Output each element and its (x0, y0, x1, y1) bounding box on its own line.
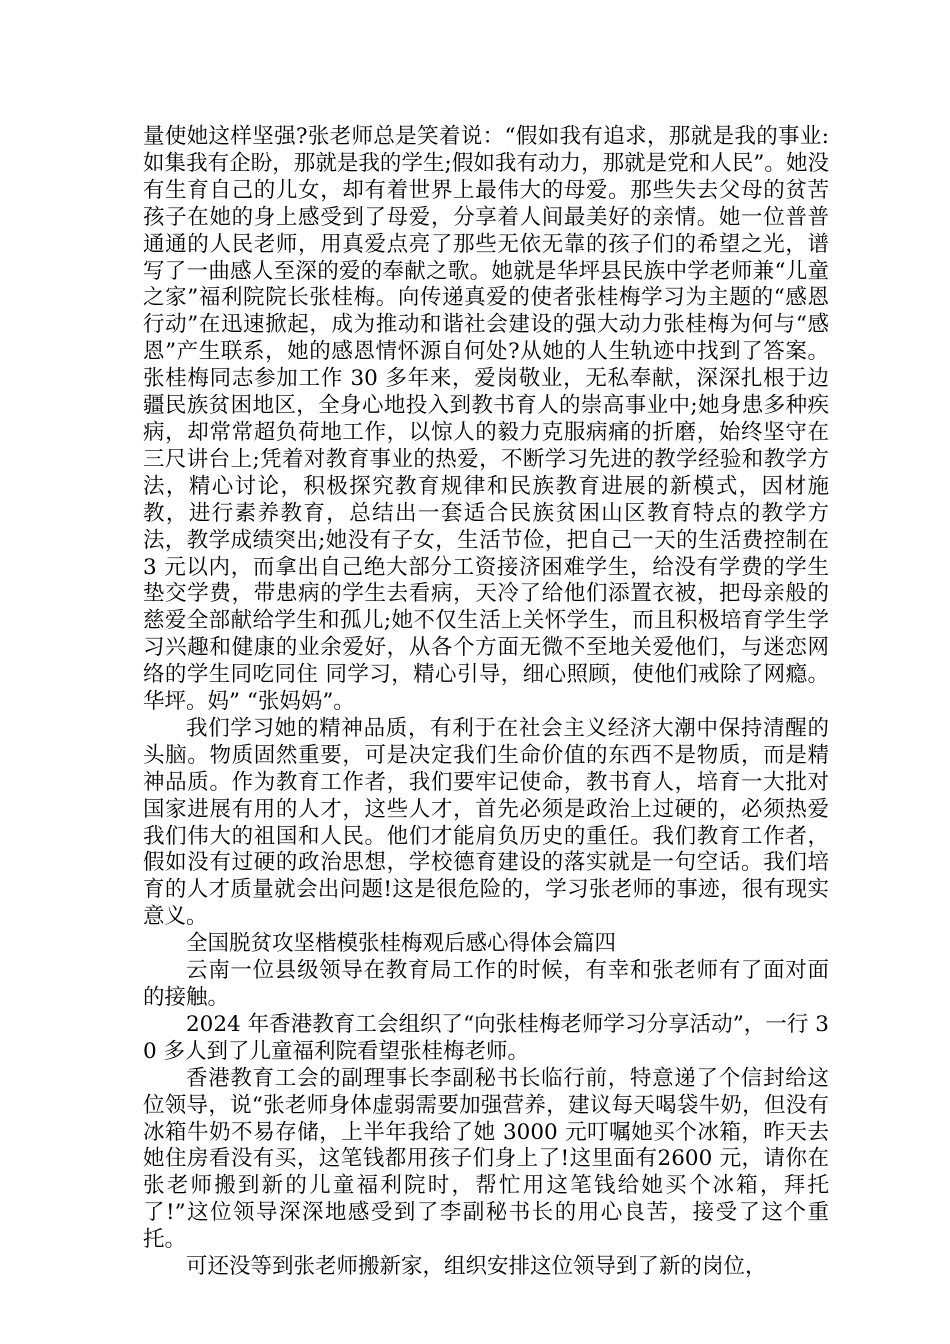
paragraph-leader-intro: 云南一位县级领导在教育局工作的时候，有幸和张老师有了面对面的接触。 (143, 958, 829, 1010)
document-body (143, 124, 829, 1281)
section-heading: 全国脱贫攻坚楷模张桂梅观后感心得体会篇四 (186, 931, 617, 957)
paragraph-continuation: 量使她这样坚强?张老师总是笑着说：“假如我有追求，那就是我的事业:如集我有企盼，那就是我的学生;假如我有动力，那就是党和人民”。她没有生育自己的儿女，却有着世界上最伟大的母爱。那些失去父母的贫苦孩子在她的身上感受到了母爱，分享着人间最美好的亲情。她一位普普通通的人民老师，用真爱点亮了那些无依无靠的孩子们的希望之光，谱写了一曲感人至深的爱的奉献之歌。她就是华坪县民族中学老师兼“儿童之家”福利院院长张桂梅。向传递真爱的使者张桂梅学习为主题的“感恩行动”在迅速掀起，成为推动和谐社会建设的强大动力张桂梅为何与“感恩”产生联系，她的感恩情怀源自何处?从她的人生轨迹中找到了答案。张桂梅同志参加工作 30 多年来，爱岗敬业，无私奉献，深深扎根于边疆民族贫困地区，全身心地投入到教书育人的崇高事业中;她身患多种疾病，却常常超负荷地工作，以惊人的毅力克服病痛的折磨，始终坚守在三尺讲台上;凭着对教育事业的热爱，不断学习先进的教学经验和教学方法，精心讨论，积极探究教育规律和民族教育进展的新模式，因材施教，进行素养教育，总结出一套适合民族贫困山区教育特点的教学方法，教学成绩突出;她没有子女，生活节俭，把自己一天的生活费控制在 3 元以内，而拿出自己绝大部分工资接济困难学生，给没有学费的学生垫交学费，带患病的学生去看病，天冷了给他们添置衣被，把母亲般的慈爱全部献给学生和孤儿;她不仅生活上关怀学生，而且积极培育学生学习兴趣和健康的业余爱好，从各个方面无微不至地关爱他们，与迷恋网络的学生同吃同住 同学习，精心引导，细心照顾，使他们戒除了网瘾。华坪。妈” “张妈妈”。 (143, 124, 829, 715)
paragraph-new-post: 可还没等到张老师搬新家，组织安排这位领导到了新的岗位， (186, 1254, 767, 1280)
paragraph-envelope: 香港教育工会的副理事长李副秘书长临行前，特意递了个信封给这位领导，说“张老师身体虚弱需要加强营养，建议每天喝袋牛奶，但没有冰箱牛奶不易存储，上半年我给了她 3000 元叮嘱她买个冰箱，昨天去她住房看没有买，这笔钱都用孩子们身上了!这里面有2600 元，请你在张老师搬到新的儿童福利院时，帮忙用这笔钱给她买个冰箱，拜托了!”这位领导深深地感受到了李副秘书长的用心良苦，接受了这个重托。 (143, 1065, 829, 1253)
paragraph-hk-union: 2024 年香港教育工会组织了“向张桂梅老师学习分享活动”，一行 30 多人到了儿童福利院看望张桂梅老师。 (143, 1011, 829, 1064)
paragraph-spirit: 我们学习她的精神品质，有利于在社会主义经济大潮中保持清醒的头脑。物质固然重要，可是决定我们生命价值的东西不是物质，而是精神品质。作为教育工作者，我们要牢记使命，教书育人，培育一大批对国家进展有用的人才，这些人才，首先必须是政治上过硬的，必须热爱我们伟大的祖国和人民。他们才能肩负历史的重任。我们教育工作者，假如没有过硬的政治思想，学校德育建设的落实就是一句空话。我们培育的人才质量就会出问题!这是很危险的，学习张老师的事迹，很有现实意义。 (143, 715, 829, 930)
